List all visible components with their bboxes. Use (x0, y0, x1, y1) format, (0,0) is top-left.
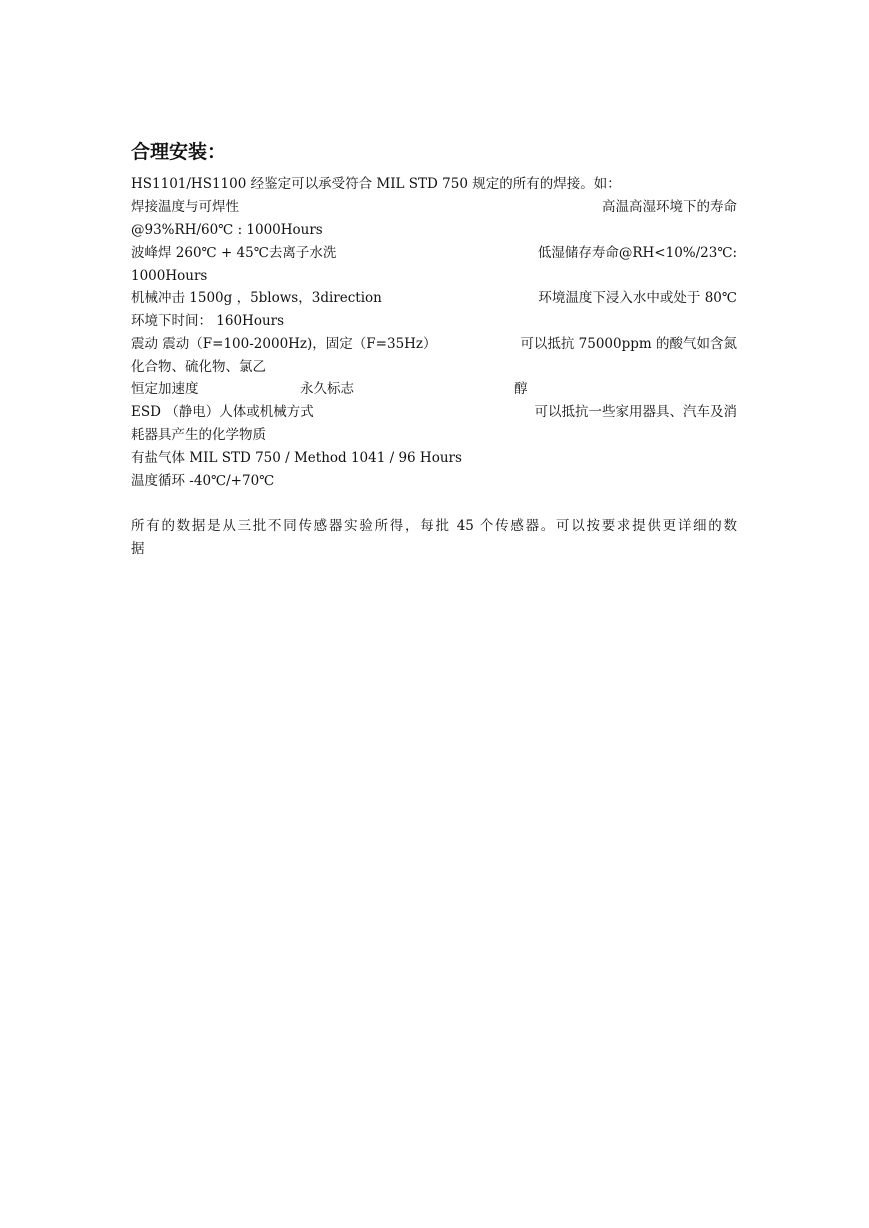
spec-left-text: 环境下时间： 160Hours (131, 313, 285, 329)
spec-row (131, 242, 737, 264)
spec-row (131, 470, 737, 492)
spec-right-text: 环境温度下浸入水中或处于 80℃ (538, 290, 737, 306)
spec-right-text: 高温高湿环境下的寿命 (602, 199, 737, 215)
spec-row (131, 356, 737, 378)
spec-left-text: ESD （静电）人体或机械方式 (131, 404, 314, 420)
intro-text: HS1101/HS1100 经鉴定可以承受符合 MIL STD 750 规定的所有的焊接。如： (131, 176, 621, 192)
spec-row (131, 333, 737, 355)
spec-left-text: @93%RH/60℃ : 1000Hours (131, 222, 323, 238)
spec-row (131, 219, 737, 241)
spec-left-text: 1000Hours (131, 268, 208, 284)
spec-row (131, 287, 737, 309)
spec-left-text: 温度循环 -40℃/+70℃ (131, 473, 275, 489)
intro-line (131, 173, 737, 195)
spec-left-text: 震动 震动（F=100-2000Hz)，固定（F=35Hz） (131, 336, 437, 352)
spec-left-text: 机械冲击 1500g ，5blows，3direction (131, 290, 382, 306)
spec-left-text: 恒定加速度 (131, 381, 199, 397)
spec-row (131, 196, 737, 218)
spec-left-text: 有盐气体 MIL STD 750 / Method 1041 / 96 Hours (131, 450, 462, 466)
spec-right-text: 可以抵抗 75000ppm 的酸气如含氮 (520, 336, 737, 352)
spec-row (131, 310, 737, 332)
spec-left-text: 化合物、硫化物、氯乙 (131, 359, 266, 375)
spec-right-text: 可以抵抗一些家用器具、汽车及消 (534, 404, 737, 420)
spec-row (131, 378, 737, 400)
spec-right-text: 低湿储存寿命@RH<10%/23℃: (537, 245, 737, 261)
summary-text: 据 (131, 541, 145, 557)
spec-right-text: 醇 (514, 381, 528, 397)
spec-row (131, 447, 737, 469)
spec-row (131, 401, 737, 423)
summary-paragraph-line: 所有的数据是从三批不同传感器实验所得，每批 45 个传感器。可以按要求提供更详细的数 (131, 518, 737, 534)
summary-paragraph-end (131, 538, 737, 560)
spec-left-text: 焊接温度与可焊性 (131, 199, 239, 215)
spec-row (131, 424, 737, 446)
spec-row (131, 265, 737, 287)
spec-left-text: 波峰焊 260℃ + 45℃去离子水洗 (131, 245, 337, 261)
section-heading: 合理安装： (131, 141, 227, 163)
spec-mid-text: 永久标志 (300, 381, 354, 397)
spec-left-text: 耗器具产生的化学物质 (131, 427, 266, 443)
